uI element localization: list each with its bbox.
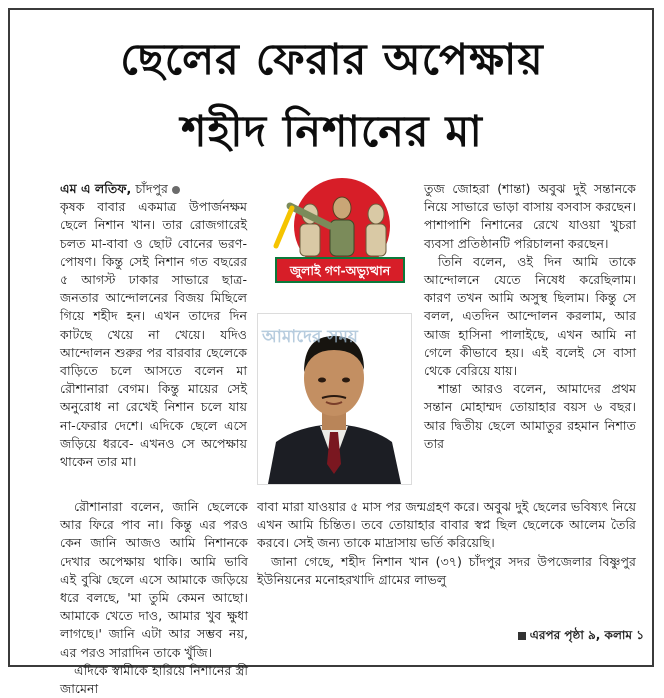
right-eye bbox=[342, 378, 350, 383]
continued-note bbox=[518, 627, 644, 647]
bullet-icon bbox=[172, 186, 180, 194]
bottom-left-paragraph-1: রৌশানারা বলেন, জানি ছেলেকে আর ফিরে পাব না। কিন্তু এর পরও কেন জানি আজও আমি নিশানকে দেখার অপেক্ষায় থাকি। আমি ভাবি এই বুঝি ছেলে এসে আমাকে জড়িয়ে ধরে বলছে, 'মা তুমি কেমন আছো। আমাকে খেতে দাও, আমার খুব ক্ষুধা লাগছে।' জানি এটা আর সম্ভব নয়, এর পরও সারাদিন তাকে খুঁজি। bbox=[60, 499, 248, 660]
watermark-text: আমাদের সময় bbox=[262, 327, 358, 347]
square-bullet-icon bbox=[518, 632, 526, 640]
logo-banner-text: জুলাই গণ-অভ্যুত্থান bbox=[289, 263, 391, 278]
figure-right-body bbox=[366, 224, 386, 256]
byline-name: এম এ লতিফ, bbox=[60, 181, 132, 196]
left-column bbox=[60, 180, 247, 471]
headline-line-1: ছেলের ফেরার অপেক্ষায় bbox=[120, 35, 544, 85]
left-paragraph: কৃষক বাবার একমাত্র উপার্জনক্ষম ছেলে নিশান খান। তার রোজগারেই চলত মা-বাবা ও ছোট বোনের ভরণ-পোষণ। কিন্তু সেই নিশান গত বছরের ৫ আগস্ট ঢাকার সাভারে ছাত্র-জনতার আন্দোলনের বিজয় মিছিলে গিয়ে শহীদ হন। এখন তাদের দিন কাটছে খেয়ে না খেয়ে। যদিও আন্দোলন শুরুর পর বারবার ছেলেকে বাড়িতে চলে আসতে বলেন মা রৌশানারা বেগম। কিন্তু মায়ের সেই অনুরোধ না রেখেই নিশান চলে যায় না-ফেরার দেশে। এদিকে ছেলে এসে জড়িয়ে ধরবে- এখনও সে অপেক্ষায় থাকেন তার মা। bbox=[60, 199, 247, 470]
bottom-left-paragraph-2: এদিকে স্বামীকে হারিয়ে নিশানের স্ত্রী জামেনা bbox=[60, 662, 248, 697]
bottom-right-paragraph-1: বাবা মারা যাওয়ার ৫ মাস পর জন্মগ্রহণ করে। অবুঝ দুই ছেলের ভবিষ্যৎ নিয়ে এখন আমি চিন্তিত। তবে তোয়াহার বাবার স্বপ্ন ছিল ছেলেকে আলেম তৈরি করবে। সেই জন্য তাকে মাদ্রাসায় ভর্তি করিয়েছি। bbox=[257, 499, 636, 551]
figure-center-head bbox=[333, 197, 351, 219]
right-paragraph-3: শান্তা আরও বলেন, আমাদের প্রথম সন্তান মোহাম্মদ তোয়াহার বয়স ৬ বছর। আর দ্বিতীয় ছেলে আমাতুর রহমান নিশাত তার bbox=[424, 381, 636, 451]
logo-graphic bbox=[270, 176, 410, 296]
right-paragraph-2: তিনি বলেন, ওই দিন আমি তাকে আন্দোলনে যেতে নিষেধ করেছিলাম। কারণ তখন আমি অসুস্থ ছিলাম। কিন্তু সে বলল, এতদিন আন্দোলন করলাম, আর আজ হাসিনা পালাইছে, এখন আমি না গেলে কীভাবে হয়। এই বলেই সে বাসা থেকে বেরিয়ে যায়। bbox=[424, 253, 636, 379]
bottom-right-paragraph-2: জানা গেছে, শহীদ নিশান খান (৩৭) চাঁদপুর সদর উপজেলার বিষ্ণুপুর ইউনিয়নের মনোহরখাদি গ্রামের লাভলু bbox=[257, 553, 636, 587]
figure-left-body bbox=[300, 224, 320, 256]
byline-place: চাঁদপুর bbox=[135, 181, 168, 196]
figure-center-body bbox=[330, 220, 354, 256]
right-column bbox=[424, 180, 636, 453]
continued-text: এরপর পৃষ্ঠা ৯, কলাম ১ bbox=[529, 628, 644, 642]
bottom-left-column bbox=[60, 498, 248, 698]
stick bbox=[276, 208, 292, 246]
figure-right-head bbox=[368, 204, 384, 224]
left-eye bbox=[318, 378, 326, 383]
headline-line-2: শহীদ নিশানের মা bbox=[181, 107, 483, 157]
july-uprising-logo bbox=[270, 176, 410, 296]
right-paragraph-1: তুজ জোহরা (শান্তা) অবুঝ দুই সন্তানকে নিয়ে সাভারে ভাড়া বাসায় বসবাস করছেন। পাশাপাশি নিশানের রেখে যাওয়া খুচরা ব্যবসা প্রতিষ্ঠানটি পরিচালনা করছেন। bbox=[424, 181, 636, 251]
bottom-right-column bbox=[257, 498, 636, 589]
